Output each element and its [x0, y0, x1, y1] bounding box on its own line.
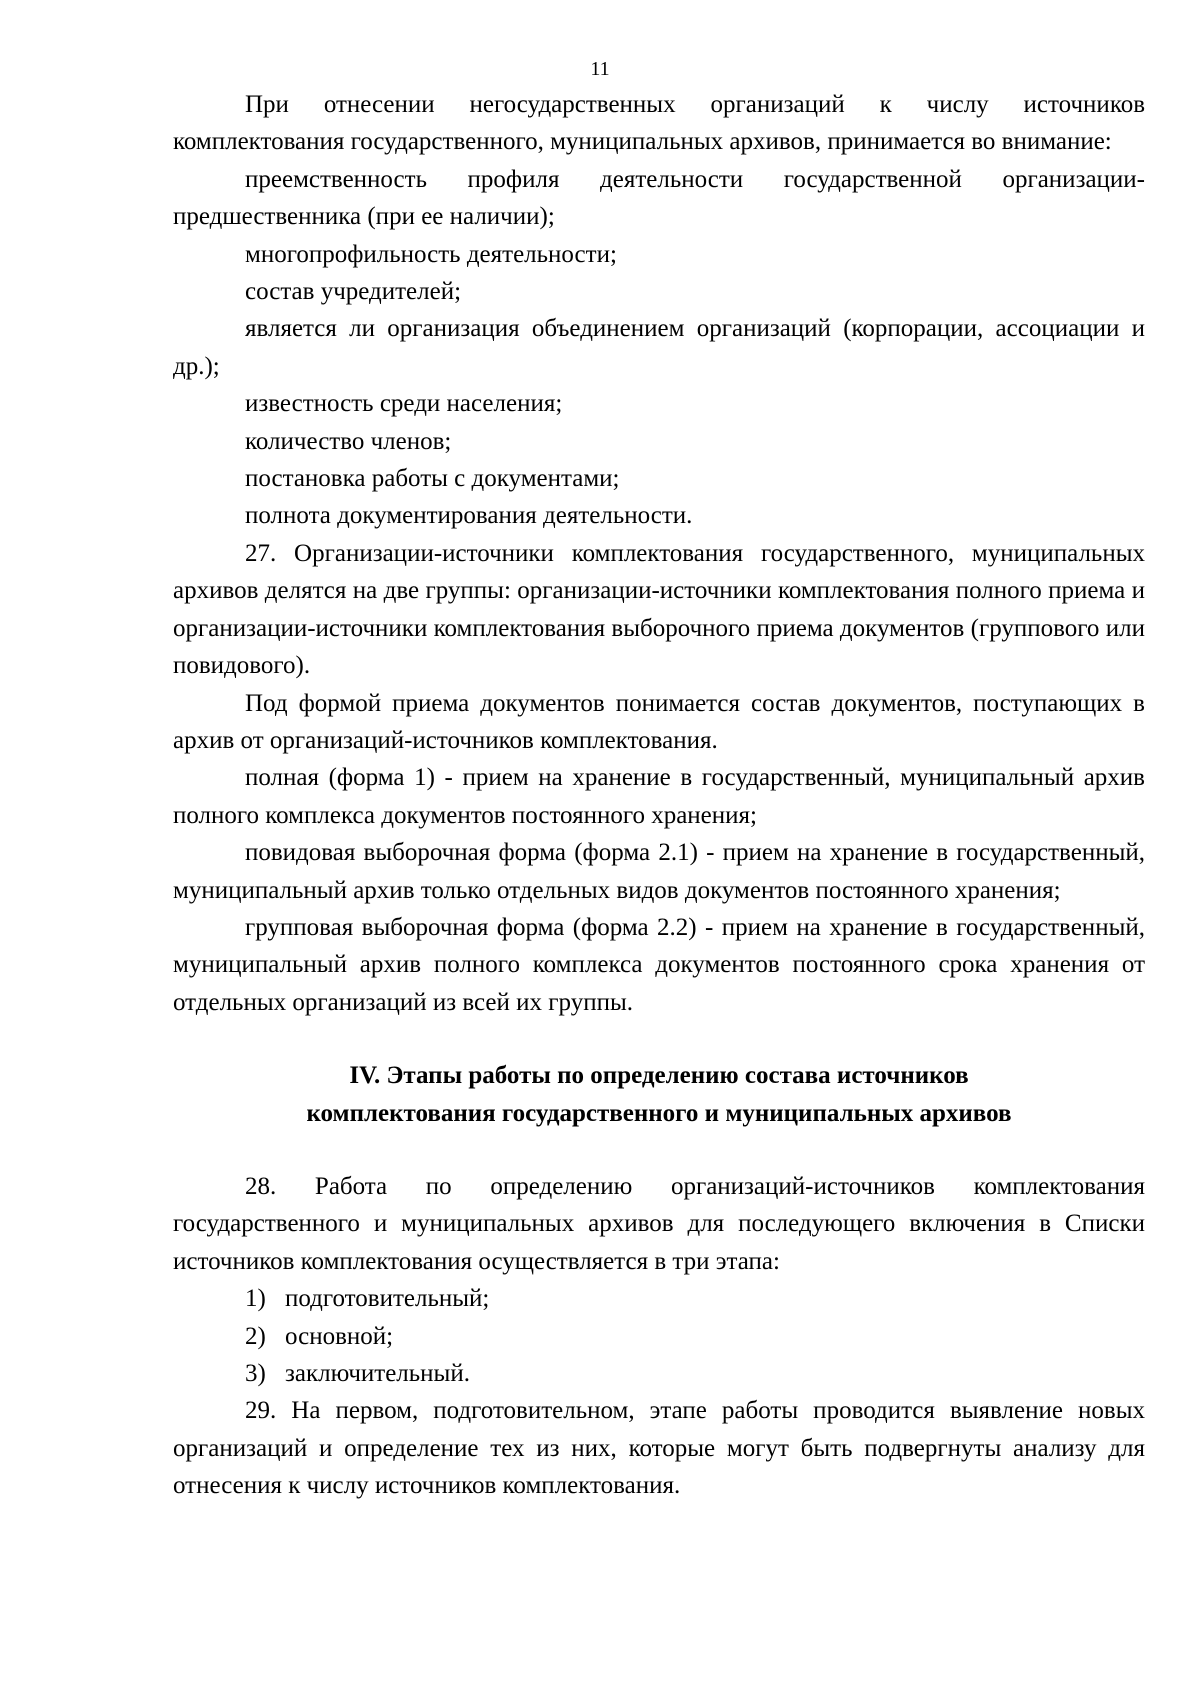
- section-heading: [173, 1057, 1145, 1132]
- paragraph: Под формой приема документов понимается состав документов, поступающих в архив от организаций-источников комплектования.: [173, 689, 1145, 754]
- paragraph: многопрофильность деятельности;: [245, 240, 617, 268]
- page-number: 11: [590, 58, 610, 80]
- list-item: [173, 1355, 1145, 1392]
- section-heading-line-2: комплектования государственного и муниципальных архивов: [306, 1099, 1012, 1127]
- list-item-text: заключительный.: [285, 1360, 470, 1387]
- paragraph: постановка работы с документами;: [245, 465, 620, 493]
- document-body: [173, 86, 1145, 1505]
- paragraph: количество членов;: [245, 427, 452, 455]
- paragraph: повидовая выборочная форма (форма 2.1) - прием на хранение в государственный, муниципальный архив только отдельных видов документов постоянного хранения;: [173, 839, 1145, 904]
- paragraph: состав учредителей;: [245, 278, 462, 306]
- paragraph: групповая выборочная форма (форма 2.2) - прием на хранение в государственный, муниципальный архив полного комплекса документов постоянного срока хранения от отдельных организаций из всей их группы.: [173, 913, 1145, 1016]
- list-item-number: 3): [245, 1360, 266, 1387]
- list-item-number: 1): [245, 1285, 266, 1313]
- paragraph-27: 27. Организации-источники комплектования государственного, муниципальных архивов делятся на две группы: организации-источники комплектования полного приема и организации-источники комплектования выборочного приема документов (группового или повидового).: [173, 539, 1145, 680]
- list-item: [173, 1280, 1145, 1317]
- list-item-text: основной;: [285, 1322, 394, 1350]
- paragraph: полнота документирования деятельности.: [245, 502, 693, 530]
- list-item: [173, 1318, 1145, 1355]
- paragraph: является ли организация объединением организаций (корпорации, ассоциации и др.);: [173, 315, 1145, 380]
- paragraph-29: 29. На первом, подготовительном, этапе работы проводится выявление новых организаций и определение тех из них, которые могут быть подвергнуты анализу для отнесения к числу источников комплектования.: [173, 1397, 1145, 1500]
- paragraph: При отнесении негосударственных организаций к числу источников комплектования государственного, муниципальных архивов, принимается во внимание:: [173, 91, 1145, 156]
- list-item-number: 2): [245, 1322, 266, 1350]
- paragraph: преемственность профиля деятельности государственной организации-предшественника (при ее наличии);: [173, 165, 1145, 231]
- list-item-text: подготовительный;: [285, 1285, 490, 1313]
- section-heading-line-1: IV. Этапы работы по определению состава источников: [349, 1062, 969, 1090]
- paragraph: известность среди населения;: [245, 390, 563, 418]
- paragraph: полная (форма 1) - прием на хранение в государственный, муниципальный архив полного комплекса документов постоянного хранения;: [173, 764, 1145, 829]
- paragraph-28: 28. Работа по определению организаций-источников комплектования государственного и муниципальных архивов для последующего включения в Списки источников комплектования осуществляется в три этапа:: [173, 1172, 1145, 1275]
